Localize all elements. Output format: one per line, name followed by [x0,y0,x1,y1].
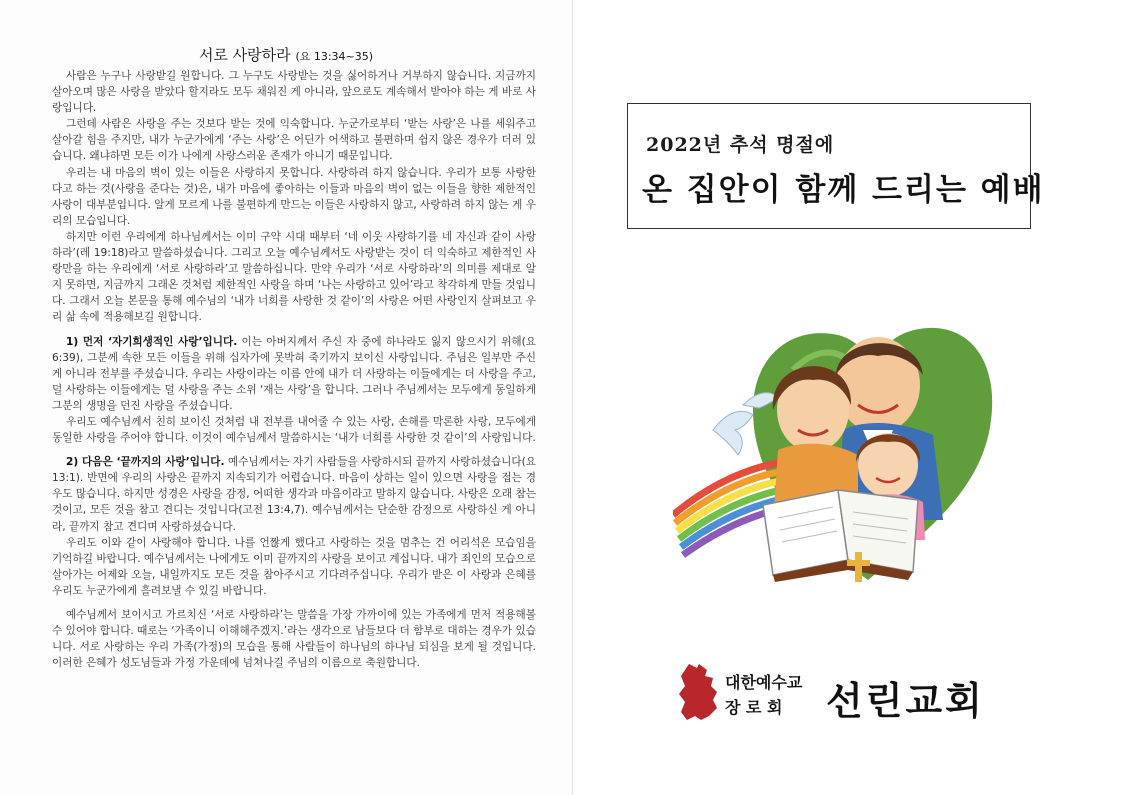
denomination-name [725,670,802,720]
sermon-title-text: 서로 사랑하라 [198,46,291,64]
sermon-paragraph: 1) 먼저 ‘자기희생적인 사랑’입니다. 이는 아버지께서 주신 자 중에 하나라도 잃지 않으시기 위해(요 6:39), 그분께 속한 모든 이들을 위해 십자가에 못박혀 죽기까지 보이신 사랑입니다. 주님은 일부만 주신 게 아니라 전부를 주셨습니다. 우리는 사랑이라는 이름 안에 내가 더 사랑하는 이들에게는 더 사랑을 주고, 덜 사랑하는 이들에게는 덜 사랑을 주는 소위 ‘재는 사랑’을 합니다. 그러나 주님께서는 모두에게 동일하게 그분의 생명을 던진 사랑을 주셨습니다. [52,335,536,412]
denomination-logo-icon [677,662,723,724]
sermon-paragraph: 하지만 이런 우리에게 하나님께서는 이미 구약 시대 때부터 ‘네 이웃 사랑하기를 네 자신과 같이 사랑하라’(레 19:18)라고 말씀하셨습니다. 그리고 오늘 예수님께서도 사랑받는 것이 더 익숙하고 제한적인 사랑만을 하는 우리에게 ‘서로 사랑하라’고 말씀하십니다. 만약 우리가 ‘서로 사랑하라’의 의미를 제대로 알지 못하면, 지금까지 그래온 것처럼 제한적인 사랑을 하며 ‘나는 사랑하고 있어’라고 착각하게 만들 것입니다. 그래서 오늘 본문을 통해 예수님의 ‘내가 너희를 사랑한 것 같이’의 사랑은 어떤 사랑인지 살펴보고 우리 삶 속에 적용해보길 원합니다. [52,230,536,324]
sermon-paragraph: 우리도 예수님께서 친히 보이신 것처럼 내 전부를 내어줄 수 있는 사랑, 손해를 막론한 사랑, 모두에게 동일한 사랑을 주어야 합니다. 이것이 예수님께서 말씀하시는 ‘내가 너희를 사랑한 것 같이’의 사랑입니다. [52,415,536,445]
cover-page [573,0,1125,795]
sermon-paragraph: 사람은 누구나 사랑받길 원합니다. 그 누구도 사랑받는 것을 싫어하거나 거부하지 않습니다. 지금까지 살아오며 많은 사랑을 받았다 할지라도 모두 채워진 게 아니라, 앞으로도 계속해서 받아야 하는 게 바로 사랑입니다. [52,70,536,115]
sermon-paragraph: 우리도 이와 같이 사랑해야 합니다. 나를 언짢게 했다고 사랑하는 것을 멈추는 건 어리석은 모습임을 기억하길 바랍니다. 예수님께서는 나에게도 이미 끝까지의 사랑을 보이고 계십니다. 내가 죄인의 모습으로 살아가는 어제와 오늘, 내일까지도 모든 것을 참아주시고 기다려주십니다. 우리가 받은 이 사랑과 은혜를 우리도 누군가에게 흘려보낼 수 있길 바랍니다. [52,536,536,597]
sermon-body [52,68,536,671]
denomination-line-2: 장 로 회 [725,698,783,717]
church-name: 선린교회 [826,678,985,723]
sermon-paragraph: 2) 다음은 ‘끝까지의 사랑’입니다. 예수님께서는 자기 사람들을 사랑하시되 끝까지 사랑하셨습니다(요 13:1). 반면에 우리의 사랑은 끝까지 지속되기가 어렵습니다. 마음이 상하는 일이 있으면 사랑을 접는 경우도 많습니다. 하지만 성경은 사랑을 감정, 어떠한 생각과 마음이라고 말하지 않습니다. 사랑은 오래 참는 것이고, 모든 것을 참고 견디는 것입니다(고전 13:4,7). 예수님께서는 단순한 감정으로 사랑하신 게 아니라, 끝까지 참고 견디며 사랑하셨습니다. [52,456,537,533]
sermon-paragraph: 우리는 내 마음의 벽이 있는 이들은 사랑하지 못합니다. 사랑하려 하지 않습니다. 우리가 보통 사랑한다고 하는 것(사랑을 준다는 것)은, 내가 마음에 좋아하는 이들과 마음의 벽이 없는 이들을 향한 제한적인 사랑이 대부분입니다. 알게 모르게 나를 불편하게 만드는 이들은 사랑하지 않고, 사랑하려 하지 않는 게 우리의 모습입니다. [52,166,536,227]
denomination-line-1: 대한예수교 [725,673,803,692]
sermon-paragraph: 예수님께서 보이시고 가르치신 ‘서로 사랑하라’는 말씀을 가장 가까이에 있는 가족에게 먼저 적용해볼 수 있어야 합니다. 때로는 ‘가족이니 이해해주겠지.’라는 생각으로 남들보다 더 함부로 대하는 경우가 있습니다. 서로 사랑하는 우리 가족(가정)의 모습을 통해 사람들이 하나님의 하나님 되심을 보게 될 것입니다. 이러한 은혜가 성도님들과 가정 가운데에 넘쳐나길 주님의 이름으로 축원합니다. [52,609,536,670]
sermon-reference: (요 13:34~35) [295,50,374,63]
bible-icon [763,490,918,582]
point-heading: 1) 먼저 ‘자기희생적인 사랑’입니다. [66,335,238,348]
cover-subtitle: 2022년 추석 명절에 [646,134,835,156]
sermon-paragraph: 그런데 사람은 사랑을 주는 것보다 받는 것에 익숙합니다. 누군가로부터 ‘받는 사랑’은 나를 세워주고 살아갈 힘을 주지만, 내가 누군가에게 ‘주는 사랑’은 어딘가 어색하고 불편하며 쉽지 않은 경우가 더러 있습니다. 왜냐하면 모든 이가 나에게 사랑스러운 존재가 아니기 때문입니다. [52,118,536,163]
point-heading: 2) 다음은 ‘끝까지의 사랑’입니다. [66,456,225,469]
family-heart-illustration [673,290,1003,590]
cover-title: 온 집안이 함께 드리는 예배 [642,172,1045,208]
title-box [627,103,1045,229]
sermon-title [0,44,572,65]
